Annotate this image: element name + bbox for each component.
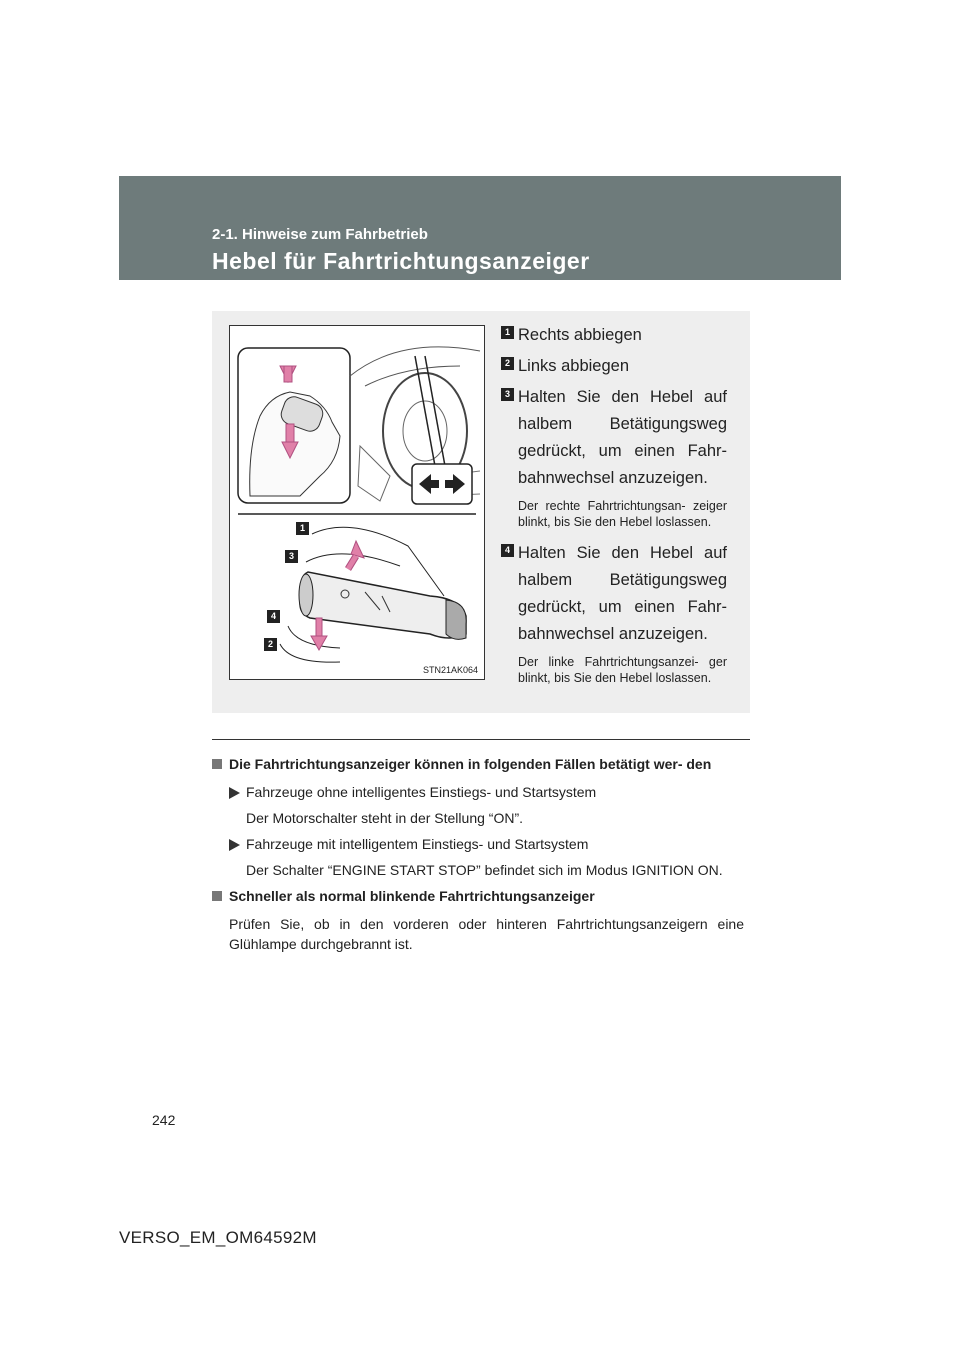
legend-note-4: Der linke Fahrtrichtungsanzei- ger blinkt, bis Sie den Hebel loslassen. [518, 655, 727, 685]
legend-label-2: Links abbiegen [518, 357, 630, 375]
section-title: 2-1. Hinweise zum Fahrbetrieb [212, 226, 428, 243]
condition-item-with-smart-key [212, 834, 744, 854]
legend-label-1: Rechts abbiegen [518, 326, 642, 344]
chapter-header [119, 176, 841, 280]
legend-note-3: Der rechte Fahrtrichtungsan- zeiger blinkt, bis Sie den Hebel loslassen. [518, 499, 727, 529]
legend-number-3: 3 [501, 388, 514, 401]
legend-number-1: 1 [501, 326, 514, 339]
condition-description: Der Schalter “ENGINE START STOP” befindet sich im Modus IGNITION ON. [246, 862, 723, 878]
legend-item-4 [501, 540, 727, 648]
document-code: VERSO_EM_OM64592M [119, 1228, 317, 1247]
legend-item-3 [501, 384, 727, 492]
fast-blinking-description: Prüfen Sie, ob in den vorderen oder hinteren Fahrtrichtungsanzeigern eine Glühlampe durchgebrannt ist. [229, 916, 744, 952]
square-bullet-icon [212, 759, 222, 769]
condition-text: Fahrzeuge mit intelligentem Einstiegs- und Startsystem [246, 836, 589, 852]
legend-label-3: Halten Sie den Hebel auf halbem Betätigungsweg gedrückt, um einen Fahr- bahnwechsel anzuzeigen. [518, 388, 727, 487]
page-number: 242 [152, 1112, 176, 1128]
legend-item-1 [501, 322, 727, 349]
callout-2: 2 [264, 638, 277, 651]
triangle-bullet-icon [229, 839, 240, 851]
callout-4: 4 [267, 610, 280, 623]
legend-number-4: 4 [501, 544, 514, 557]
lever-illustration [229, 325, 485, 680]
callout-1: 1 [296, 522, 309, 535]
page-title: Hebel für Fahrtrichtungsanzeiger [212, 248, 590, 274]
figure-code: STN21AK064 [422, 665, 478, 675]
condition-description: Der Motorschalter steht in der Stellung “ON”. [246, 810, 523, 826]
note-heading-operation [212, 754, 744, 774]
legend-item-2 [501, 353, 727, 380]
square-bullet-icon [212, 891, 222, 901]
section-divider [212, 739, 750, 740]
triangle-bullet-icon [229, 787, 240, 799]
notes-content [212, 754, 744, 960]
legend-number-2: 2 [501, 357, 514, 370]
note-heading-text: Die Fahrtrichtungsanzeiger können in folgenden Fällen betätigt wer- den [229, 756, 712, 772]
condition-text: Fahrzeuge ohne intelligentes Einstiegs- und Startsystem [246, 784, 597, 800]
legend-label-4: Halten Sie den Hebel auf halbem Betätigungsweg gedrückt, um einen Fahr- bahnwechsel anzuzeigen. [518, 544, 727, 643]
note-heading-text: Schneller als normal blinkende Fahrtrichtungsanzeiger [229, 888, 595, 904]
note-heading-fast-blinking [212, 886, 744, 906]
lever-drawing [230, 326, 484, 679]
callout-3: 3 [285, 550, 298, 563]
condition-item-without-smart-key [212, 782, 744, 802]
legend-list [501, 322, 727, 696]
